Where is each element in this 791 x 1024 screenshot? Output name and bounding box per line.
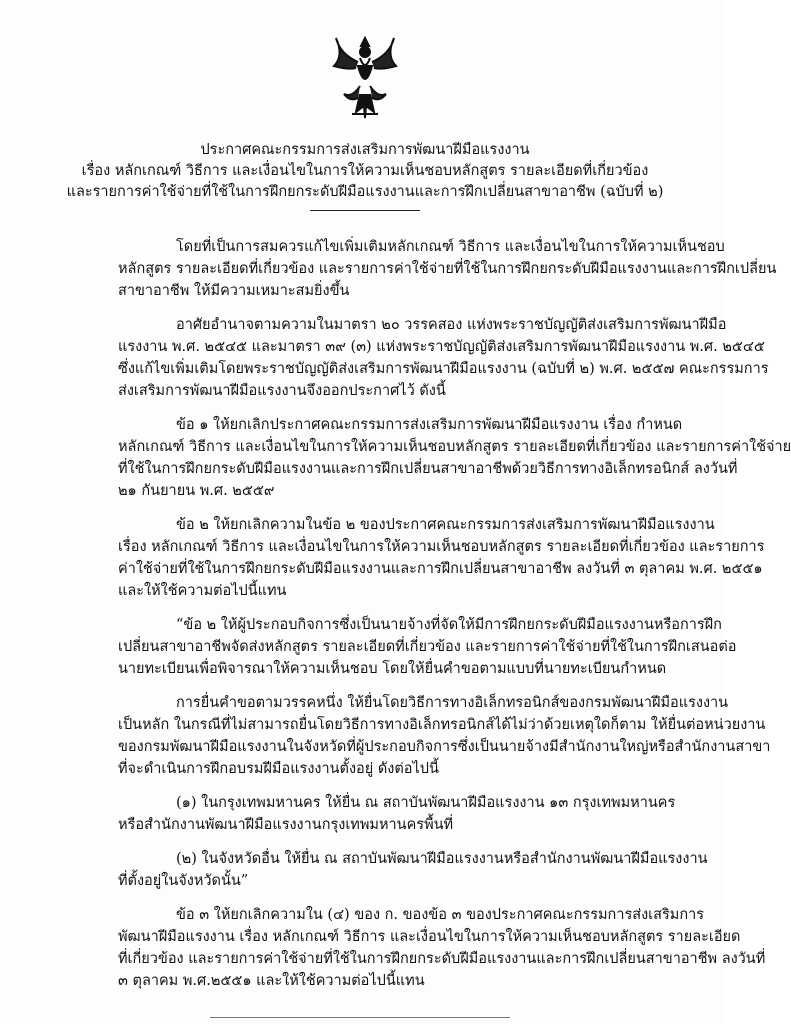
title-line: ประกาศคณะกรรมการส่งเสริมการพัฒนาฝีมือแรงงาน [200,142,530,158]
title-line: และรายการค่าใช้จ่ายที่ใช้ในการฝึกยกระดับฝีมือแรงงานและการฝึกเปลี่ยนสาขาอาชีพ (ฉบับที่ ๒) [66,184,664,200]
paragraph [118,792,676,836]
paragraph-line: (๒) ในจังหวัดอื่น ให้ยื่น ณ สถาบันพัฒนาฝีมือแรงงานหรือสำนักงานพัฒนาฝีมือแรงงาน [176,851,708,867]
paragraph-line: ซึ่งแก้ไขเพิ่มเติมโดยพระราชบัญญัติส่งเสริมการพัฒนาฝีมือแรงงาน (ฉบับที่ ๒) พ.ศ. ๒๕๕๗ คณะกรรมการ [118,361,769,377]
paragraph-line: “ข้อ ๒ ให้ผู้ประกอบกิจการซึ่งเป็นนายจ้างที่จัดให้มีการฝึกยกระดับฝีมือแรงงานหรือการฝึก [176,617,722,633]
paragraph [118,314,769,402]
paragraph-line: นายทะเบียนเพื่อพิจารณาให้ความเห็นชอบ โดยให้ยื่นคำขอตามแบบที่นายทะเบียนกำหนด [118,661,667,677]
paragraph-line: แรงงาน พ.ศ. ๒๕๔๕ และมาตรา ๓๙ (๓) แห่งพระราชบัญญัติส่งเสริมการพัฒนาฝีมือแรงงาน พ.ศ. ๒๕๔๕ [118,339,765,355]
paragraph-line: หลักเกณฑ์ วิธีการ และเงื่อนไขในการให้ความเห็นชอบหลักสูตร รายละเอียดที่เกี่ยวข้อง และรายการค่าใช้จ่าย [118,439,791,455]
paragraph-line: การยื่นคำขอตามวรรคหนึ่ง ให้ยื่นโดยวิธีการทางอิเล็กทรอนิกส์ของกรมพัฒนาฝีมือแรงงาน [176,695,729,711]
paragraph-line: ที่ใช้ในการฝึกยกระดับฝีมือแรงงานและการฝึกเปลี่ยนสาขาอาชีพด้วยวิธีการทางอิเล็กทรอนิกส์ ลงวันที่ [118,461,738,477]
paragraph [118,414,791,502]
announcement-title [60,140,670,203]
paragraph [118,236,777,302]
paragraph [118,514,765,602]
paragraph [118,692,771,780]
paragraph-line: ข้อ ๓ ให้ยกเลิกความใน (๔) ของ ก. ของข้อ ๓ ของประกาศคณะกรรมการส่งเสริมการ [176,907,705,923]
paragraph [118,904,766,992]
title-line: เรื่อง หลักเกณฑ์ วิธีการ และเงื่อนไขในการให้ความเห็นชอบหลักสูตร รายละเอียดที่เกี่ยวข้อง [81,163,649,179]
paragraph-line: และให้ใช้ความต่อไปนี้แทน [118,583,287,599]
paragraph-line: ข้อ ๒ ให้ยกเลิกความในข้อ ๒ ของประกาศคณะกรรมการส่งเสริมการพัฒนาฝีมือแรงงาน [176,517,715,533]
paragraph-line: เรื่อง หลักเกณฑ์ วิธีการ และเงื่อนไขในการให้ความเห็นชอบหลักสูตร รายละเอียดที่เกี่ยวข้อง และรายการ [118,539,765,555]
paragraph-line: โดยที่เป็นการสมควรแก้ไขเพิ่มเติมหลักเกณฑ์ วิธีการ และเงื่อนไขในการให้ความเห็นชอบ [176,239,725,255]
paragraph-line: พัฒนาฝีมือแรงงาน เรื่อง หลักเกณฑ์ วิธีการ และเงื่อนไขในการให้ความเห็นชอบหลักสูตร รายละเอียด [118,929,741,945]
paragraph-line: หรือสำนักงานพัฒนาฝีมือแรงงานกรุงเทพมหานครพื้นที่ [118,817,454,833]
paragraph-line: (๑) ในกรุงเทพมหานคร ให้ยื่น ณ สถาบันพัฒนาฝีมือแรงงาน ๑๓ กรุงเทพมหานคร [176,795,676,811]
footer-divider [210,1017,510,1018]
paragraph [118,848,708,892]
paragraph-line: ส่งเสริมการพัฒนาฝีมือแรงงานจึงออกประกาศไว้ ดังนี้ [118,383,446,399]
paragraph-line: เป็นหลัก ในกรณีที่ไม่สามารถยื่นโดยวิธีการทางอิเล็กทรอนิกส์ได้ไม่ว่าด้วยเหตุใดก็ตาม ให้ยื่นต่อหน่วยงาน [118,717,766,733]
paragraph-line: ๒๑ กันยายน พ.ศ. ๒๕๕๙ [118,483,275,499]
paragraph-line: ค่าใช้จ่ายที่ใช้ในการฝึกยกระดับฝีมือแรงงานและการฝึกเปลี่ยนสาขาอาชีพ ลงวันที่ ๓ ตุลาคม พ.ศ. ๒๕๕๑ [118,561,763,577]
paragraph-line: หลักสูตร รายละเอียดที่เกี่ยวข้อง และรายการค่าใช้จ่ายที่ใช้ในการฝึกยกระดับฝีมือแรงงานและการฝึกเปลี่ยน [118,261,777,277]
paragraph-line: สาขาอาชีพ ให้มีความเหมาะสมยิ่งขึ้น [118,283,350,299]
paragraph-line: ๓ ตุลาคม พ.ศ.๒๕๕๑ และให้ใช้ความต่อไปนี้แทน [118,973,425,989]
paragraph-line: อาศัยอำนาจตามความในมาตรา ๒๐ วรรคสอง แห่งพระราชบัญญัติส่งเสริมการพัฒนาฝีมือ [176,317,727,333]
paragraph-line: ที่ตั้งอยู่ในจังหวัดนั้น” [118,873,249,889]
title-divider [310,210,420,211]
paragraph-line: ข้อ ๑ ให้ยกเลิกประกาศคณะกรรมการส่งเสริมการพัฒนาฝีมือแรงงาน เรื่อง กำหนด [176,417,683,433]
garuda-emblem-icon [330,32,400,122]
document-body [118,236,791,1004]
paragraph-line: ที่จะดำเนินการฝึกอบรมฝีมือแรงงานตั้งอยู่ ดังต่อไปนี้ [118,761,439,777]
paragraph-line: เปลี่ยนสาขาอาชีพจัดส่งหลักสูตร รายละเอียดที่เกี่ยวข้อง และรายการค่าใช้จ่ายที่ใช้ในการฝึกเสนอต่อ [118,639,737,655]
paragraph [118,614,737,680]
paragraph-line: ที่เกี่ยวข้อง และรายการค่าใช้จ่ายที่ใช้ในการฝึกยกระดับฝีมือแรงงานและการฝึกเปลี่ยนสาขาอาชีพ ลงวันที่ [118,951,766,967]
paragraph-line: ของกรมพัฒนาฝีมือแรงงานในจังหวัดที่ผู้ประกอบกิจการซึ่งเป็นนายจ้างมีสำนักงานใหญ่หรือสำนักงานสาขา [118,739,771,755]
